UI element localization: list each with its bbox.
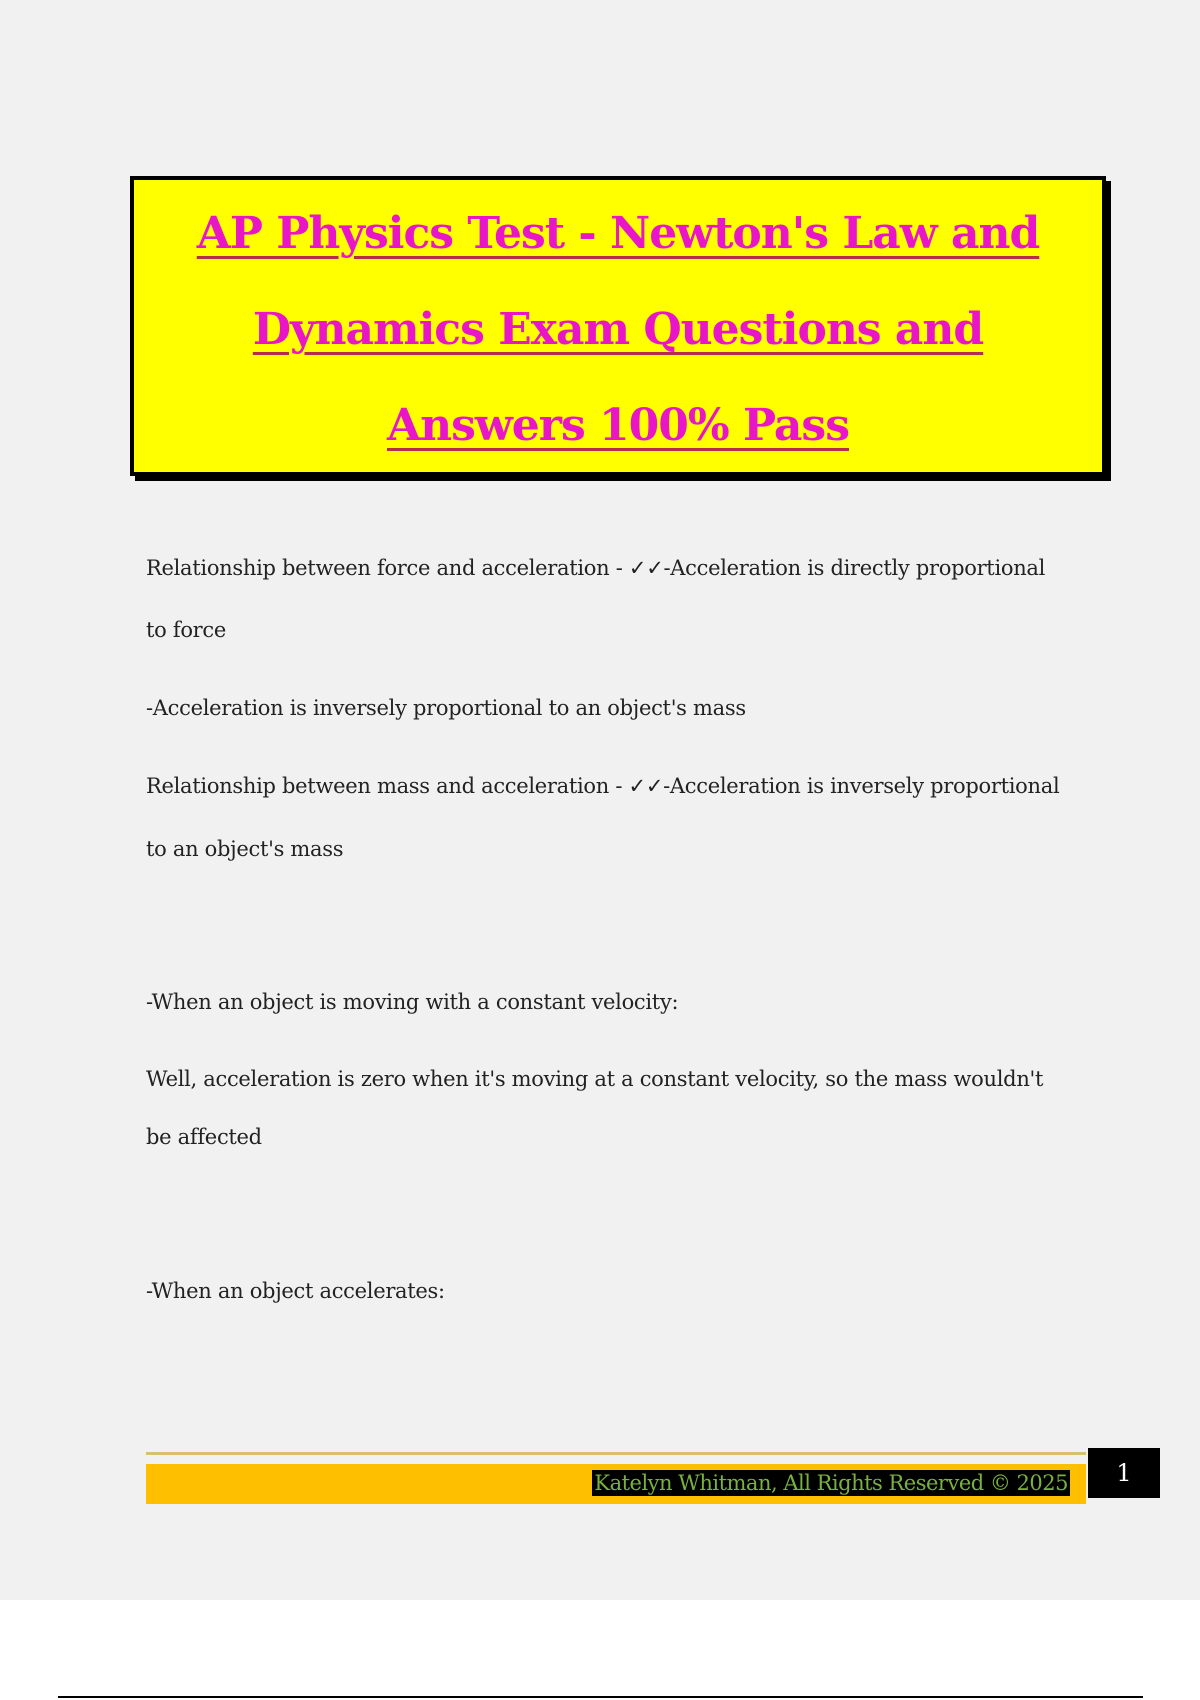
- paragraph-line: be affected: [146, 1125, 262, 1149]
- title-box: [130, 176, 1106, 476]
- footer-copyright: Katelyn Whitman, All Rights Reserved © 2025: [594, 1471, 1068, 1495]
- title-line-3: Answers 100% Pass: [387, 400, 849, 451]
- title-line-1: AP Physics Test - Newton's Law and: [196, 208, 1040, 259]
- paragraph-line: -When an object accelerates:: [146, 1279, 445, 1303]
- paragraph-line: Well, acceleration is zero when it's moving at a constant velocity, so the mass wouldn't: [146, 1067, 1044, 1091]
- paragraph-line: Relationship between mass and acceleration - ✓✓-Acceleration is inversely proportional: [146, 774, 1060, 798]
- paragraph-line: to force: [146, 618, 227, 642]
- page-separator: [58, 1696, 1143, 1698]
- document-title: [134, 180, 1102, 474]
- paragraph-line: -When an object is moving with a constant velocity:: [146, 990, 679, 1014]
- paragraph-line: -Acceleration is inversely proportional to an object's mass: [146, 696, 746, 720]
- page-number: 1: [1088, 1448, 1160, 1498]
- paragraph-line: to an object's mass: [146, 837, 344, 861]
- footer-divider: [146, 1452, 1086, 1455]
- footer-bar: [146, 1464, 1086, 1504]
- paragraph-line: Relationship between force and acceleration - ✓✓-Acceleration is directly proportional: [146, 556, 1046, 580]
- title-line-2: Dynamics Exam Questions and: [252, 304, 984, 355]
